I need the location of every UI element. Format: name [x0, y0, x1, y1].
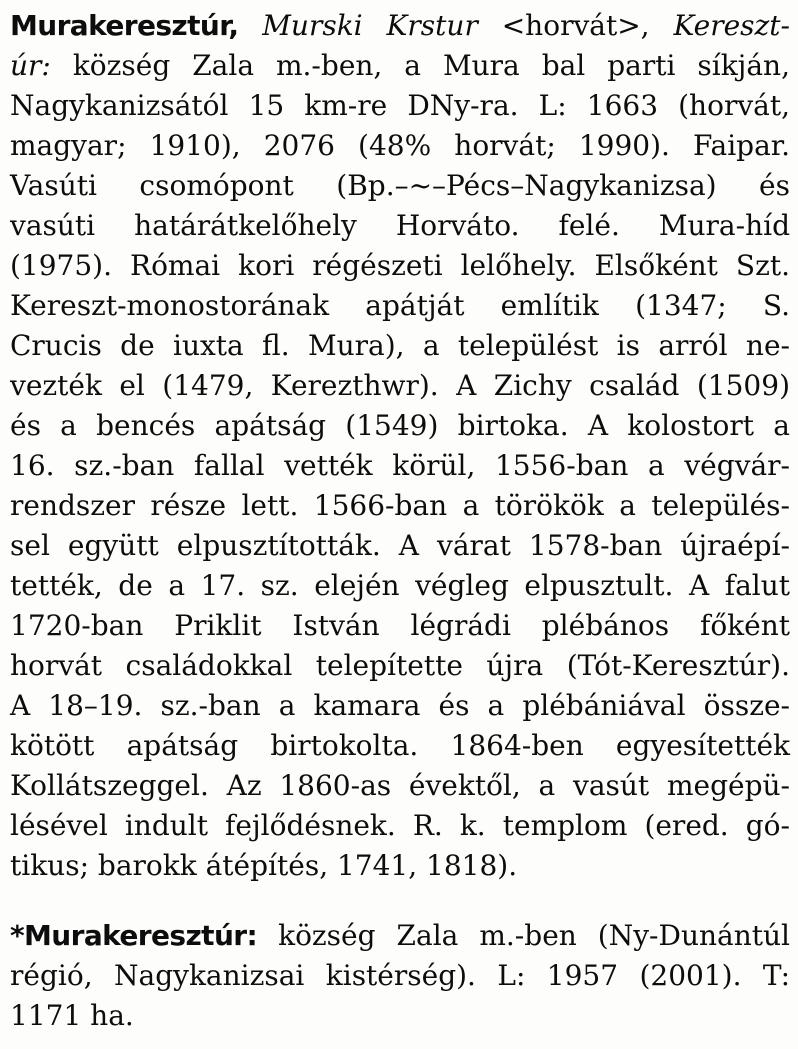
text-line: Crucis de iuxta fl. Mura), a települést is arról ne- [10, 329, 790, 362]
text-line: lésével indult fejlődésnek. R. k. templom (ered. gó- [10, 809, 790, 842]
text-segment [238, 9, 262, 42]
text-line: Nagykanizsától 15 km-re DNy-ra. L: 1663 (horvát, [10, 89, 790, 122]
text-line: (1975). Római kori régészeti lelőhely. Elsőként Szt. [10, 249, 790, 282]
text-line: régió, Nagykanizsai kistérség). L: 1957 (2001). T: [10, 959, 790, 992]
text-line: magyar; 1910), 2076 (48% horvát; 1990). Faipar. [10, 129, 790, 162]
text-line [10, 46, 790, 86]
text-line: és a bencés apátság (1549) birtoka. A kolostort a [10, 409, 790, 442]
text-line [10, 6, 790, 46]
text-line: horvát családokkal telepítette újra (Tót-Keresztúr). [10, 649, 790, 682]
text-line: tikus; barokk átépítés, 1741, 1818). [10, 849, 518, 882]
text-line: 1720-ban Priklit István légrádi plébános főként [10, 609, 790, 642]
text-line: kötött apátság birtokolta. 1864-ben egyesítették [10, 729, 790, 762]
headword: Murakeresztúr, [10, 9, 239, 42]
text-line: tették, de a 17. sz. elején végleg elpusztult. A falut [10, 569, 790, 602]
headword: *Murakeresztúr: [10, 919, 258, 952]
entry-murakeresztur-secondary [10, 916, 790, 1036]
italic-segment: úr: [10, 49, 51, 82]
text-line: Kereszt-monostorának apátját említik (1347; S. [10, 289, 790, 322]
text-segment: <horvát>, [477, 9, 674, 42]
text-line: sel együtt elpusztították. A várat 1578-ban újraépí- [10, 529, 790, 562]
text-line: 16. sz.-ban fallal vették körül, 1556-ban a végvár- [10, 449, 790, 482]
text-line: vasúti határátkelőhely Horváto. felé. Mura-híd [10, 209, 790, 242]
text-segment: község Zala m.-ben, a Mura bal parti síkján, [50, 49, 790, 82]
text-line: A 18–19. sz.-ban a kamara és a plébániával össze- [10, 689, 790, 722]
text-line: vezték el (1479, Kerezthwr). A Zichy család (1509) [10, 369, 790, 402]
text-line: Vasúti csomópont (Bp.–~–Pécs–Nagykanizsa) és [10, 169, 790, 202]
text-line [10, 916, 790, 956]
italic-segment: Murski Krstur [262, 9, 478, 42]
text-segment: község Zala m.-ben (Ny-Dunántúl [257, 919, 790, 952]
entry-murakeresztur-main [10, 6, 790, 886]
italic-segment: Kereszt- [673, 9, 790, 42]
text-line: 1171 ha. [10, 999, 134, 1032]
text-line: Kollátszeggel. Az 1860-as évektől, a vasút megépü- [10, 769, 790, 802]
text-line: rendszer része lett. 1566-ban a törökök a település- [10, 489, 790, 522]
